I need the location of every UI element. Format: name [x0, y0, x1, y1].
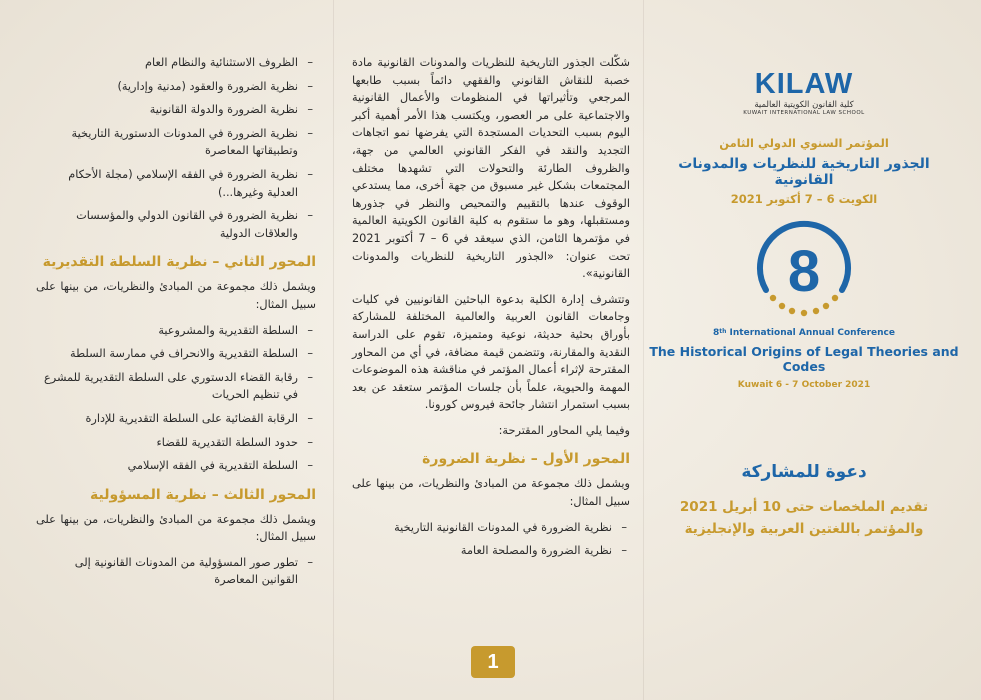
axis1-heading: المحور الأول – نظرية الضرورة [422, 451, 630, 468]
axis1-intro: ويشمل ذلك مجموعة من المبادئ والنظريات، من بينها على سبيل المثال: [352, 477, 630, 509]
call-for-participation: دعوة للمشاركة [741, 462, 867, 482]
list-item: – نظرية الضرورة والدولة القانونية [36, 101, 316, 119]
axis1-list-continued [36, 54, 316, 242]
list-item: – السلطة التقديرية في الفقه الإسلامي [36, 457, 316, 475]
logo-arabic-name: كلية القانون الكويتية العالمية [754, 100, 854, 110]
axis2-heading: المحور الثاني – نظرية السلطة التقديرية [42, 254, 316, 271]
list-item: – السلطة التقديرية والمشروعية [36, 322, 316, 340]
conference-date-ar: الكويت 6 – 7 أكتوبر 2021 [730, 192, 878, 206]
middle-column [352, 54, 630, 566]
fold-line-right [643, 0, 644, 700]
conference-date-en: Kuwait 6 - 7 October 2021 [737, 380, 871, 390]
list-item: – تطور صور المسؤولية من المدونات القانونية إلى القوانين المعاصرة [36, 554, 316, 589]
conference-title-en: The Historical Origins of Legal Theories and Codes [649, 344, 959, 374]
axis3-list [36, 554, 316, 589]
conference-label-en [648, 328, 960, 338]
invitation-paragraph: وتتشرف إدارة الكلية بدعوة الباحثين القانونيين في كليات وجامعات القانون العربية والعالمية المختلفة للمشاركة بأوراق بحثية حديثة، نوعية ومتميزة، تقوم على الدراسة النقدية والمقارنة، وتتضمن قيمة مضافة، في أي من المحاور المقترحة لإثراء أعمال المؤتمر في مناقشة هذه الموضوعات المهمة والحيوية، علماً بأن جلسات المؤتمر ستعقد عن بعد بسبب استمرار انتشار جائحة فيروس كورونا. [352, 292, 630, 412]
intro-paragraph: شكّلت الجذور التاريخية للنظريات والمدونات القانونية مادة خصبة للنقاش القانوني والفقهي دائماً بسبب طابعها المرجعي وتأثيراتها في المنظومات والأعمال القانونية والاجتماعية على مر العصور، ويكتسب هذا الأمر أهمية أكبر اليوم بسبب التحديات المستجدة التي يفرضها نمو اتجاهات التجديد والنقد في الفكر القانوني العالمي من جهة، والظروف الطارئة والتحولات التي تشهدها مختلف المجتمعات بشكل غير مسبوق من جهة أخرى، مما يستدعي الوقوف عندها بالتقييم والتمحيص والنظر في جذورها ومستقبلها، وهو ما ستقوم به كلية القانون الكويتية العالمية في مؤتمرها الثامن، الذي سيعقد في 6 – 7 أكتوبر 2021 تحت عنوان: «الجذور التاريخية للنظريات والمدونات القانونية». [352, 56, 630, 281]
axes-lead-in: وفيما يلي المحاور المقترحة: [498, 423, 630, 437]
list-item: – نظرية الضرورة والمصلحة العامة [352, 542, 630, 560]
kilaw-logo [734, 68, 874, 116]
list-item: – حدود السلطة التقديرية للقضاء [36, 434, 316, 452]
list-item: – رقابة القضاء الدستوري على السلطة التقديرية للمشرع في تنظيم الحريات [36, 369, 316, 404]
list-item: – نظرية الضرورة في القانون الدولي والمؤسسات والعلاقات الدولية [36, 207, 316, 242]
conference-label-ar: المؤتمر السنوي الدولي الثامن [719, 136, 889, 150]
logo-wordmark: KILAW [754, 68, 854, 100]
conference-title-ar: الجذور التاريخية للنظريات والمدونات القانونية [678, 156, 930, 188]
list-item: – السلطة التقديرية والانحراف في ممارسة السلطة [36, 345, 316, 363]
list-item: – نظرية الضرورة والعقود (مدنية وإدارية) [36, 78, 316, 96]
axis1-list [352, 519, 630, 560]
conference-en-ordinal: th [719, 328, 727, 335]
page-number: 1 [471, 646, 515, 678]
left-column [36, 54, 316, 595]
conference-en-number: 8 [713, 328, 720, 338]
cover-column [648, 40, 960, 540]
list-item: – الظروف الاستثنائية والنظام العام [36, 54, 316, 72]
axis3-heading: المحور الثالث – نظرية المسؤولية [90, 486, 316, 503]
deadline-line-2: والمؤتمر باللغتين العربية والإنجليزية [684, 521, 924, 537]
list-item: – نظرية الضرورة في المدونات الدستورية التاريخية وتطبيقاتها المعاصرة [36, 125, 316, 160]
list-item: – نظرية الضرورة في المدونات القانونية التاريخية [352, 519, 630, 537]
deadline-line-1: تقديم الملخصات حتى 10 أبريل 2021 [679, 499, 929, 515]
list-item: – نظرية الضرورة في الفقه الإسلامي (مجلة الأحكام العدلية وغيرها...) [36, 166, 316, 201]
abstract-deadline [648, 496, 960, 540]
list-item: – الرقابة القضائية على السلطة التقديرية للإدارة [36, 410, 316, 428]
conference-en-text: International Annual Conference [726, 328, 895, 338]
fold-line-left [333, 0, 334, 700]
axis3-intro: ويشمل ذلك مجموعة من المبادئ والنظريات، من بينها على سبيل المثال: [36, 512, 316, 544]
axis2-list [36, 322, 316, 475]
eighth-conference-emblem [749, 214, 859, 324]
logo-english-name: KUWAIT INTERNATIONAL LAW SCHOOL [743, 110, 865, 116]
emblem-number: 8 [787, 239, 821, 304]
axis2-intro: ويشمل ذلك مجموعة من المبادئ والنظريات، من بينها على سبيل المثال: [36, 280, 316, 311]
